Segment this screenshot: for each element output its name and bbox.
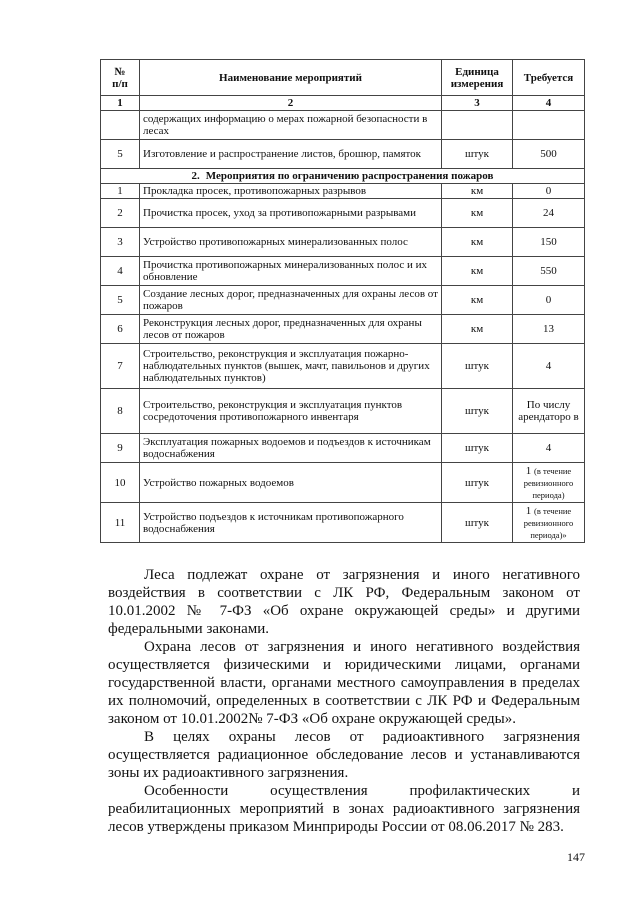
header-unit: Единица измерения <box>442 60 513 96</box>
row-unit: штук <box>442 463 513 503</box>
table-row <box>101 111 585 140</box>
section-number: 2. <box>191 170 200 182</box>
row-number: 3 <box>101 228 140 257</box>
row-number: 4 <box>101 257 140 286</box>
row-unit: штук <box>442 140 513 169</box>
row-unit: км <box>442 315 513 344</box>
row-name: Прочистка противопожарных минерализованных полос и их обновление <box>140 257 442 286</box>
row-required: 13 <box>513 315 585 344</box>
required-note: (в течение ревизионного периода)» <box>523 505 574 540</box>
row-number: 5 <box>101 286 140 315</box>
row-unit: км <box>442 286 513 315</box>
row-name: Эксплуатация пожарных водоемов и подъездов к источникам водоснабжения <box>140 434 442 463</box>
row-number: 9 <box>101 434 140 463</box>
table-row <box>101 286 585 315</box>
table-row <box>101 257 585 286</box>
table-row <box>101 503 585 543</box>
row-name: Реконструкция лесных дорог, предназначенных для охраны лесов от пожаров <box>140 315 442 344</box>
row-unit: штук <box>442 503 513 543</box>
table-row <box>101 184 585 199</box>
section-title-text: Мероприятия по ограничению распространения пожаров <box>205 170 494 182</box>
row-required: 0 <box>513 286 585 315</box>
row-number: 5 <box>101 140 140 169</box>
row-name: Устройство противопожарных минерализованных полос <box>140 228 442 257</box>
row-name: Изготовление и распространение листов, брошюр, памяток <box>140 140 442 169</box>
row-name: Прокладка просек, противопожарных разрывов <box>140 184 442 199</box>
paragraph: Леса подлежат охране от загрязнения и иного негативного воздействия в соответствии с ЛК РФ, Федеральным законом от 10.01.2002 № 7-ФЗ «Об охране окружающей среды» и другими федеральными законами. <box>108 567 580 637</box>
row-name: Прочистка просек, уход за противопожарными разрывами <box>140 199 442 228</box>
row-unit: км <box>442 184 513 199</box>
row-unit <box>442 111 513 140</box>
measures-table <box>100 59 585 543</box>
table-row <box>101 140 585 169</box>
row-unit: штук <box>442 344 513 389</box>
paragraph: Особенности осуществления профилактических и реабилитационных мероприятий в зонах радиоактивного загрязнения лесов утверждены приказом Минприроды России от 08.06.2017 № 283. <box>108 783 580 835</box>
table-row <box>101 344 585 389</box>
row-required: 0 <box>513 184 585 199</box>
table-row <box>101 199 585 228</box>
row-name: Строительство, реконструкция и эксплуатация пожарно-наблюдательных пунктов (вышек, мачт, павильонов и других наблюдательных пунктов) <box>140 344 442 389</box>
row-unit: км <box>442 228 513 257</box>
table-header-row <box>101 60 585 96</box>
table-row <box>101 389 585 434</box>
row-required: 500 <box>513 140 585 169</box>
row-required: По числу арендаторо в <box>513 389 585 434</box>
row-number: 10 <box>101 463 140 503</box>
row-number <box>101 111 140 140</box>
row-name: Устройство пожарных водоемов <box>140 463 442 503</box>
required-value: 1 <box>525 464 532 477</box>
body-text <box>108 566 580 836</box>
table-row <box>101 434 585 463</box>
row-required <box>513 111 585 140</box>
row-unit: км <box>442 257 513 286</box>
table-row <box>101 315 585 344</box>
table-row <box>101 463 585 503</box>
column-index-row <box>101 96 585 111</box>
row-required: 4 <box>513 434 585 463</box>
row-required: 550 <box>513 257 585 286</box>
required-note: (в течение ревизионного периода) <box>523 465 574 500</box>
row-unit: штук <box>442 434 513 463</box>
row-required <box>513 463 585 503</box>
row-name: Устройство подъездов к источникам противопожарного водоснабжения <box>140 503 442 543</box>
header-required: Требуется <box>513 60 585 96</box>
row-number: 2 <box>101 199 140 228</box>
index-cell: 1 <box>101 96 140 111</box>
paragraph: В целях охраны лесов от радиоактивного загрязнения осуществляется радиационное обследование лесов и устанавливаются зоны их радиоактивного загрязнения. <box>108 729 580 781</box>
header-number: № п/п <box>101 60 140 96</box>
row-number: 8 <box>101 389 140 434</box>
index-cell: 3 <box>442 96 513 111</box>
row-unit: штук <box>442 389 513 434</box>
row-name: Создание лесных дорог, предназначенных для охраны лесов от пожаров <box>140 286 442 315</box>
required-value: 1 <box>525 504 532 517</box>
index-cell: 2 <box>140 96 442 111</box>
row-name: Строительство, реконструкция и эксплуатация пунктов сосредоточения противопожарного инвентаря <box>140 389 442 434</box>
index-cell: 4 <box>513 96 585 111</box>
row-number: 11 <box>101 503 140 543</box>
row-name: содержащих информацию о мерах пожарной безопасности в лесах <box>140 111 442 140</box>
row-required: 24 <box>513 199 585 228</box>
table-row <box>101 228 585 257</box>
row-required: 4 <box>513 344 585 389</box>
page-number: 147 <box>567 850 585 864</box>
row-required <box>513 503 585 543</box>
row-required: 150 <box>513 228 585 257</box>
section-title <box>101 169 585 184</box>
paragraph: Охрана лесов от загрязнения и иного негативного воздействия осуществляется физическими и юридическими лицами, органами государственной власти, органами местного самоуправления в пределах их полномочий, определенных в соответствии с ЛК РФ и Федеральным законом от 10.01.2002№ 7-ФЗ «Об охране окружающей среды». <box>108 639 580 727</box>
row-unit: км <box>442 199 513 228</box>
row-number: 7 <box>101 344 140 389</box>
row-number: 1 <box>101 184 140 199</box>
header-name: Наименование мероприятий <box>140 60 442 96</box>
row-number: 6 <box>101 315 140 344</box>
section-row <box>101 169 585 184</box>
